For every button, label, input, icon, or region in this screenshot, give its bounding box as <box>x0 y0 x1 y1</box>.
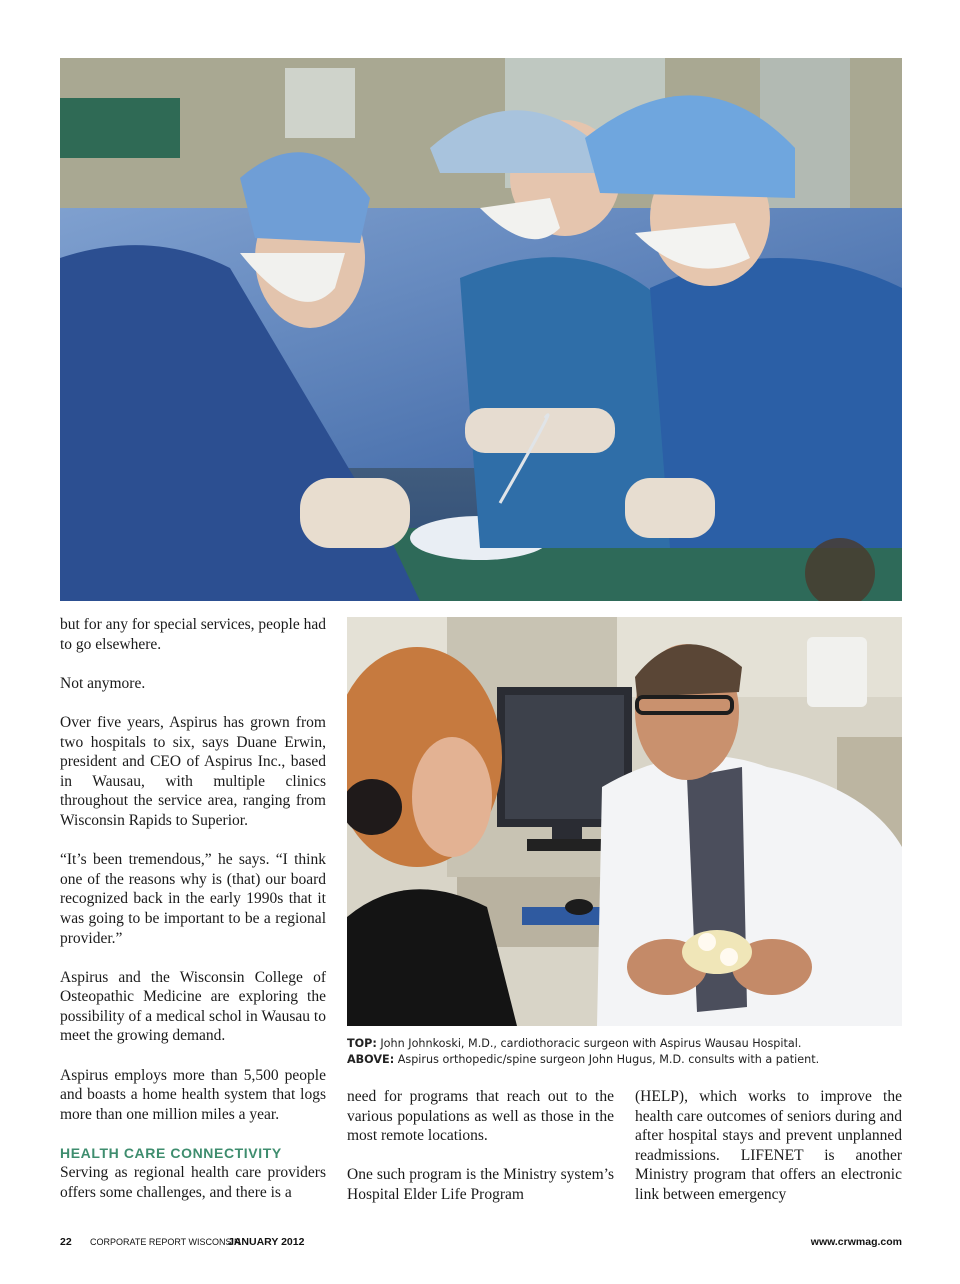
caption-top-label: TOP: <box>347 1037 377 1050</box>
surgery-photo-illustration <box>60 58 902 601</box>
body-paragraph: Not anymore. <box>60 674 146 692</box>
page-footer <box>60 1236 902 1252</box>
caption-above-text: Aspirus orthopedic/spine surgeon John Hugus, M.D. consults with a patient. <box>394 1053 820 1066</box>
left-column <box>60 615 326 1202</box>
caption-top-text: John Johnkoski, M.D., cardiothoracic surgeon with Aspirus Wausau Hospital. <box>376 1037 802 1050</box>
website-link[interactable]: www.crwmag.com <box>810 1236 902 1248</box>
surgery-photo <box>60 58 902 601</box>
body-paragraph: “It’s been tremendous,” he says. “I think one of the reasons why is (that) our board recognized back in the early 1990s that it was going to be important to be a regional provider.” <box>60 851 326 947</box>
publication-name: CORPORATE REPORT WISCONSIN <box>90 1237 241 1247</box>
middle-column <box>347 1087 614 1205</box>
body-paragraph: (HELP), which works to improve the health care outcomes of seniors during and after hospital stays and prevent unplanned readmissions. LIFENET is another Ministry program that offers an electronic link between emergency <box>635 1088 902 1203</box>
consultation-photo-illustration <box>347 617 902 1026</box>
body-paragraph: Over five years, Aspirus has grown from two hospitals to six, says Duane Erwin, president and CEO of Aspirus Inc., based in Wausau, with multiple clinics throughout the service area, ranging from Wisconsin Rapids to Superior. <box>60 713 326 829</box>
right-column <box>635 1087 902 1205</box>
body-paragraph: but for any for special services, people had to go elsewhere. <box>60 616 326 653</box>
body-paragraph: Serving as regional health care providers offers some challenges, and there is a <box>60 1164 326 1201</box>
body-paragraph: One such program is the Ministry system’s Hospital Elder Life Program <box>347 1166 614 1203</box>
body-paragraph: Aspirus and the Wisconsin College of Osteopathic Medicine are exploring the possibility of a medical schol in Wausau to meet the growing demand. <box>60 968 326 1045</box>
photo-caption <box>347 1036 903 1068</box>
body-paragraph: Aspirus employs more than 5,500 people and boasts a home health system that logs more than one million miles a year. <box>60 1066 326 1123</box>
consultation-photo <box>347 617 902 1026</box>
caption-top-line <box>347 1036 903 1052</box>
caption-above-label: ABOVE: <box>347 1053 395 1066</box>
caption-above-line <box>347 1052 903 1068</box>
body-paragraph: need for programs that reach out to the various populations as well as those in the most remote locations. <box>347 1088 614 1145</box>
page-number: 22 <box>60 1236 72 1248</box>
section-subhead: HEALTH CARE CONNECTIVITY <box>60 1145 282 1162</box>
issue-date: JANUARY 2012 <box>228 1236 305 1248</box>
